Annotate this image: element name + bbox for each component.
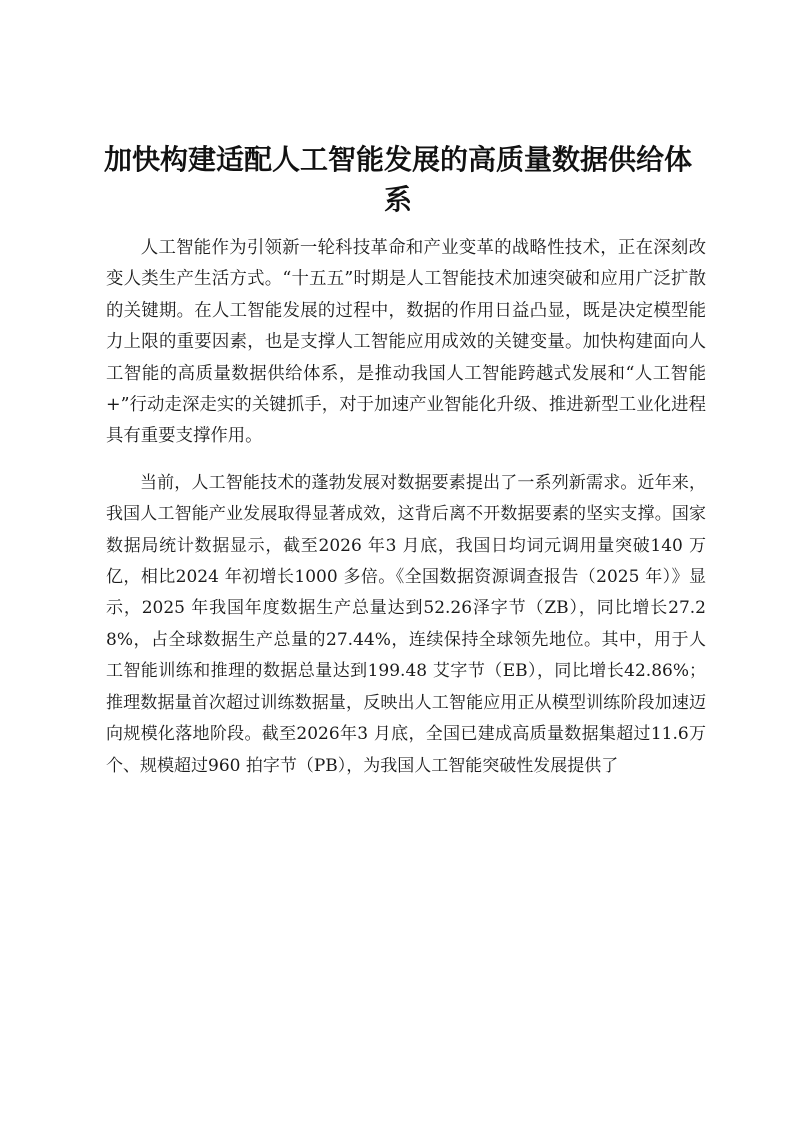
document-title: 加快构建适配人工智能发展的高质量数据供给体系: [103, 143, 692, 216]
paragraph-2: 当前，人工智能技术的蓬勃发展对数据要素提出了一系列新需求。近年来，我国人工智能产业发展取得显著成效，这背后离不开数据要素的坚实支撑。国家数据局统计数据显示，截至2026 年3 月底，我国日均词元调用量突破140 万亿，相比2024 年初增长1000 多倍。《全国数据资源调查报告（2025 年）》显示，2025 年我国年度数据生产总量达到52.26泽字节（ZB），同比增长27.28%，占全球数据生产总量的27.44%，连续保持全球领先地位。其中，用于人工智能训练和推理的数据总量达到199.48 艾字节（EB），同比增长42.86%；推理数据量首次超过训练数据量，反映出人工智能应用正从模型训练阶段加速迈向规模化落地阶段。截至2026年3 月底，全国已建成高质量数据集超过11.6万个、规模超过960 拍字节（PB），为我国人工智能突破性发展提供了: [106, 472, 706, 776]
paragraph-1: 人工智能作为引领新一轮科技革命和产业变革的战略性技术，正在深刻改变人类生产生活方式。“十五五”时期是人工智能技术加速突破和应用广泛扩散的关键期。在人工智能发展的过程中，数据的作用日益凸显，既是决定模型能力上限的重要因素，也是支撑人工智能应用成效的关键变量。加快构建面向人工智能的高质量数据供给体系，是推动我国人工智能跨越式发展和“人工智能+”行动走深走实的关键抓手，对于加速产业智能化升级、推进新型工业化进程具有重要支撑作用。: [106, 238, 706, 447]
document-body: [106, 233, 706, 797]
